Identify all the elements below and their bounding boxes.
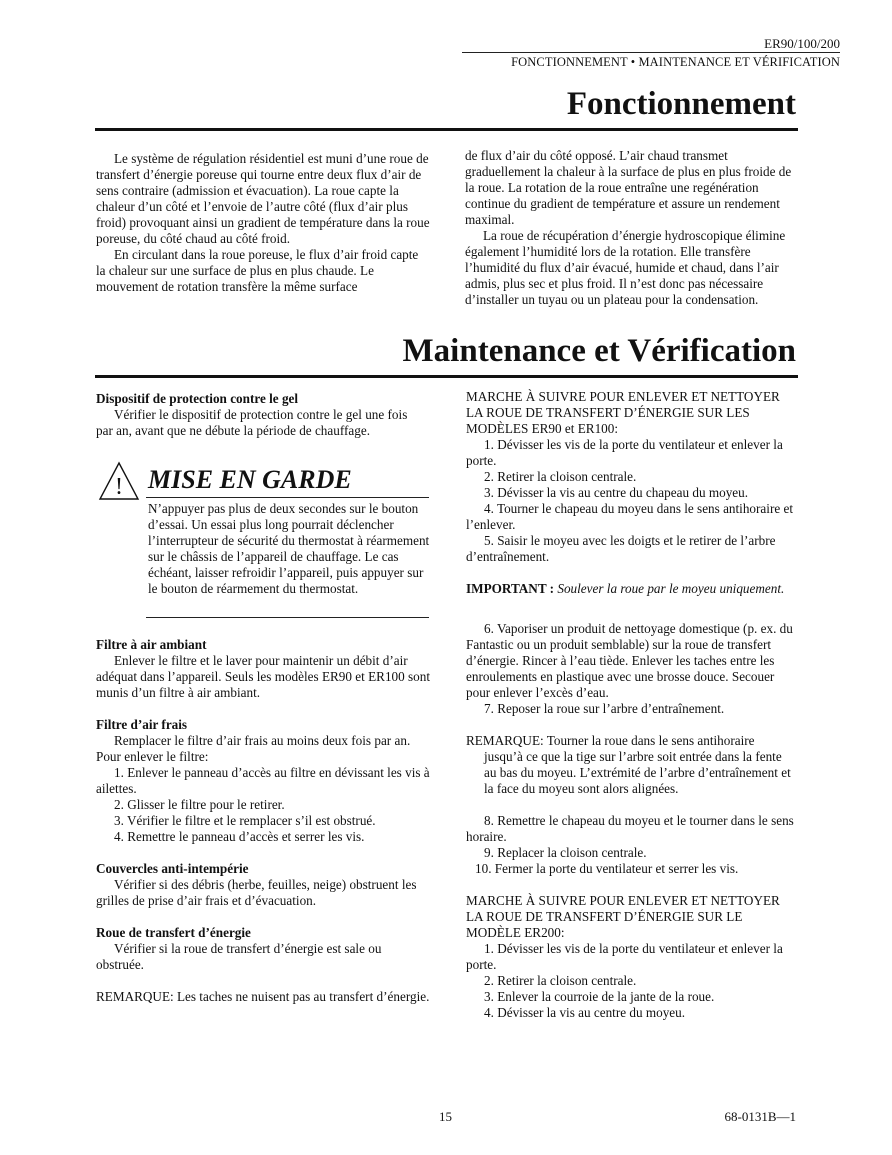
list-item: 3. Enlever la courroie de la jante de la roue. <box>484 989 715 1004</box>
caution-title: MISE EN GARDE <box>148 465 352 494</box>
title-rule <box>95 128 798 131</box>
list-item: 4. Dévisser la vis au centre du moyeu. <box>484 1005 686 1020</box>
remark: REMARQUE: Les taches ne nuisent pas au transfert d’énergie. <box>96 989 430 1004</box>
paragraph: Le système de régulation résidentiel est muni d’une roue de transfert d’énergie poreuse qui tourne entre deux flux d’air de sens contraire (admission et évacuation). La roue capte la chaleur d’un côté et l’envoie de l’autre côté (flux d’air plus froid) provoquant ainsi un gradient de température dans la roue poreuse, du côté chaud au côté froid. <box>96 151 430 246</box>
list-item: 1. Enlever le panneau d’accès au filtre en dévissant les vis à ailettes. <box>96 765 430 796</box>
list-item: 2. Retirer la cloison centrale. <box>484 469 637 484</box>
list-item: 2. Glisser le filtre pour le retirer. <box>114 797 285 812</box>
header-rule <box>462 52 840 53</box>
list-item: 7. Reposer la roue sur l’arbre d’entraînement. <box>484 701 725 716</box>
caution-rule <box>146 617 429 618</box>
fonctionnement-left-column <box>96 151 430 295</box>
list-item: 10. Fermer la porte du ventilateur et serrer les vis. <box>475 861 739 876</box>
paragraph: En circulant dans la roue poreuse, le flux d’air froid capte la chaleur sur une surface de plus en plus chaude. Le mouvement de rotation transfère la même surface <box>96 247 419 294</box>
maintenance-right-column <box>466 389 796 1021</box>
document-number: 68-0131B—1 <box>724 1109 796 1124</box>
paragraph: Enlever le filtre et le laver pour maintenir un débit d’air adéquat dans l’appareil. Seuls les modèles ER90 et ER100 sont munis d’un filtre à air ambiant. <box>96 653 431 700</box>
gel-section <box>96 391 426 439</box>
section-heading: Couvercles anti-intempérie <box>96 861 249 876</box>
section-header: FONCTIONNEMENT • MAINTENANCE ET VÉRIFICATION <box>511 55 840 69</box>
paragraph: Remplacer le filtre d’air frais au moins deux fois par an. Pour enlever le filtre: <box>96 733 411 764</box>
section-heading: Filtre à air ambiant <box>96 637 207 652</box>
paragraph: de flux d’air du côté opposé. L’air chaud transmet graduellement la chaleur à la surface de plus en plus froide de la roue. La rotation de la roue entraîne une regénération continue du gradient de température et assure un rendement maximal. <box>465 148 792 227</box>
list-item: 3. Vérifier le filtre et le remplacer s’il est obstrué. <box>114 813 376 828</box>
paragraph: La roue de récupération d’énergie hydroscopique élimine également l’humidité lors de la rotation. Elle transfère l’humidité du flux d’air évacué, humide et chaud, dans l’air admis, plus sec et plus froid. Il n’est donc pas nécessaire d’installer un tuyau ou un plateau pour la condensation. <box>465 228 786 307</box>
maintenance-left-column <box>96 637 432 1005</box>
title-rule <box>95 375 798 378</box>
procedure-heading: MARCHE À SUIVRE POUR ENLEVER ET NETTOYER LA ROUE DE TRANSFERT D’ÉNERGIE SUR LE MODÈLE ER200: <box>466 893 780 940</box>
paragraph: Vérifier le dispositif de protection contre le gel une fois par an, avant que ne débute la période de chauffage. <box>96 407 408 438</box>
warning-triangle-icon <box>98 461 140 501</box>
list-item: 8. Remettre le chapeau du moyeu et le tourner dans le sens horaire. <box>466 813 794 844</box>
list-item: 9. Replacer la cloison centrale. <box>484 845 647 860</box>
model-number: ER90/100/200 <box>764 36 840 51</box>
section-heading: Filtre d’air frais <box>96 717 188 732</box>
list-item: 6. Vaporiser un produit de nettoyage domestique (p. ex. du Fantastic ou un produit semblable) sur la roue de transfert d’énergie. Rincer à l’eau tiède. Enlever les taches entre les enroulements en plastique avec une brosse douce. Secouer pour enlever l’excès d’eau. <box>466 621 793 700</box>
paragraph: Vérifier si des débris (herbe, feuilles, neige) obstruent les grilles de prise d’air frais et d’évacuation. <box>96 877 417 908</box>
caution-rule <box>146 497 429 498</box>
list-item: 3. Dévisser la vis au centre du chapeau du moyeu. <box>484 485 749 500</box>
procedure-heading: MARCHE À SUIVRE POUR ENLEVER ET NETTOYER LA ROUE DE TRANSFERT D’ÉNERGIE SUR LES MODÈLES ER90 et ER100: <box>466 389 780 436</box>
fonctionnement-right-column <box>465 148 795 308</box>
paragraph: Vérifier si la roue de transfert d’énergie est sale ou obstruée. <box>96 941 382 972</box>
important-label: IMPORTANT : <box>466 581 555 596</box>
page-number: 15 <box>439 1109 452 1124</box>
remark: REMARQUE: Tourner la roue dans le sens antihoraire jusqu’à ce que la tige sur l’arbre soit entrée dans la fente au bas du moyeu. L’extrémité de l’arbre d’entraînement et la face du moyeu sont alors alignées. <box>466 733 791 796</box>
list-item: 2. Retirer la cloison centrale. <box>484 973 637 988</box>
svg-text:!: ! <box>115 474 123 500</box>
list-item: 4. Tourner le chapeau du moyeu dans le sens antihoraire et l’enlever. <box>466 501 793 532</box>
list-item: 1. Dévisser les vis de la porte du ventilateur et enlever la porte. <box>466 941 783 972</box>
list-item: 4. Remettre le panneau d’accès et serrer les vis. <box>114 829 365 844</box>
list-item: 1. Dévisser les vis de la porte du ventilateur et enlever la porte. <box>466 437 783 468</box>
list-item: 5. Saisir le moyeu avec les doigts et le retirer de l’arbre d’entraînement. <box>466 533 776 564</box>
caution-text: N’appuyer pas plus de deux secondes sur le bouton d’essai. Un essai plus long pourrait déclencher l’interrupteur de sécurité du thermostat à réarmement sur le châssis de l’appareil de chauffage. Le cas échéant, laisser refroidir l’appareil, puis appuyer sur le bouton de réarmement du thermostat. <box>148 501 430 596</box>
maintenance-title: Maintenance et Vérification <box>402 333 796 369</box>
important-text: Soulever la roue par le moyeu uniquement. <box>557 581 785 596</box>
section-heading: Dispositif de protection contre le gel <box>96 391 299 406</box>
fonctionnement-title: Fonctionnement <box>566 86 796 122</box>
important-note <box>466 581 796 597</box>
section-heading: Roue de transfert d’énergie <box>96 925 251 940</box>
